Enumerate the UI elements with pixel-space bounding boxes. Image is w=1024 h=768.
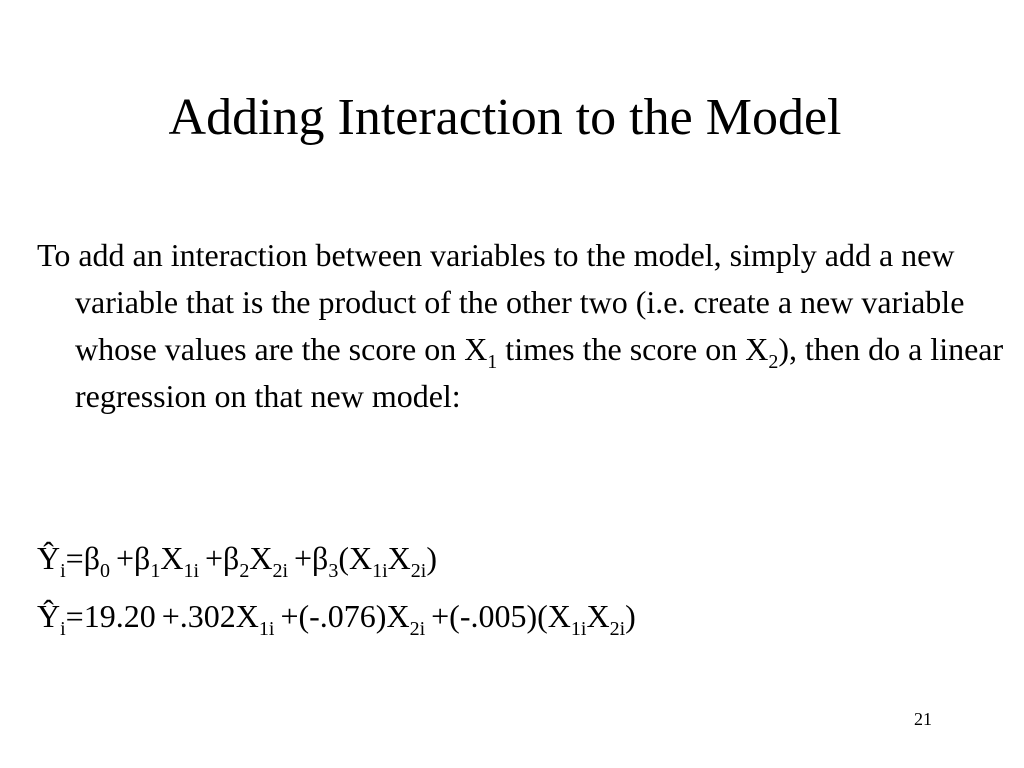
beta3-subscript: 3	[328, 560, 339, 582]
paragraph-text-3: ), then do a linear regression on that new model:	[75, 331, 1004, 414]
x2-subscript: 2i	[409, 618, 426, 640]
interaction-x1-subscript: 1i	[372, 560, 388, 582]
interaction-x1-subscript: 1i	[570, 618, 587, 640]
beta1-term: +β	[116, 540, 151, 576]
x1-coefficient-term: +.302X	[161, 598, 259, 634]
x1-variable: X	[160, 540, 184, 576]
y-hat-subscript: i	[60, 560, 66, 582]
subscript-1: 1	[487, 351, 498, 373]
beta3-term: +β	[294, 540, 329, 576]
subscript-2: 2	[768, 351, 779, 373]
beta1-subscript: 1	[150, 560, 161, 582]
interaction-coefficient-term: +(-.005)(X	[431, 598, 571, 634]
interaction-x2-subscript: 2i	[609, 618, 626, 640]
y-hat-subscript: i	[60, 618, 66, 640]
interaction-x2: X	[387, 540, 411, 576]
beta0-subscript: 0	[100, 560, 110, 582]
interaction-x2-subscript: 2i	[410, 560, 427, 582]
slide-title: Adding Interaction to the Model	[168, 89, 842, 146]
beta2-subscript: 2	[239, 560, 250, 582]
fitted-model-equation	[37, 596, 636, 640]
y-hat-symbol: Ŷ	[37, 540, 61, 576]
x1-subscript: 1i	[258, 618, 275, 640]
y-hat-symbol: Ŷ	[37, 598, 61, 634]
paragraph-text-2: times the score on X	[497, 331, 769, 367]
page-number: 21	[914, 709, 932, 729]
x2-coefficient-term: +(-.076)X	[280, 598, 410, 634]
interaction-x1: (X	[338, 540, 373, 576]
close-paren: )	[625, 598, 636, 634]
paragraph-text-1: To add an interaction between variables to the model, simply add a new variable that is the product of the other two (i.e. create a new variable whose values are the score on X	[37, 237, 965, 367]
beta2-term: +β	[205, 540, 240, 576]
close-paren: )	[426, 540, 437, 576]
intercept-value: =19.20	[65, 598, 156, 634]
body-paragraph	[37, 232, 1020, 420]
x2-subscript: 2i	[272, 560, 288, 582]
x2-variable: X	[249, 540, 273, 576]
x1-subscript: 1i	[183, 560, 199, 582]
general-model-equation	[37, 538, 437, 582]
interaction-x2: X	[586, 598, 610, 634]
beta0-term: =β	[65, 540, 100, 576]
